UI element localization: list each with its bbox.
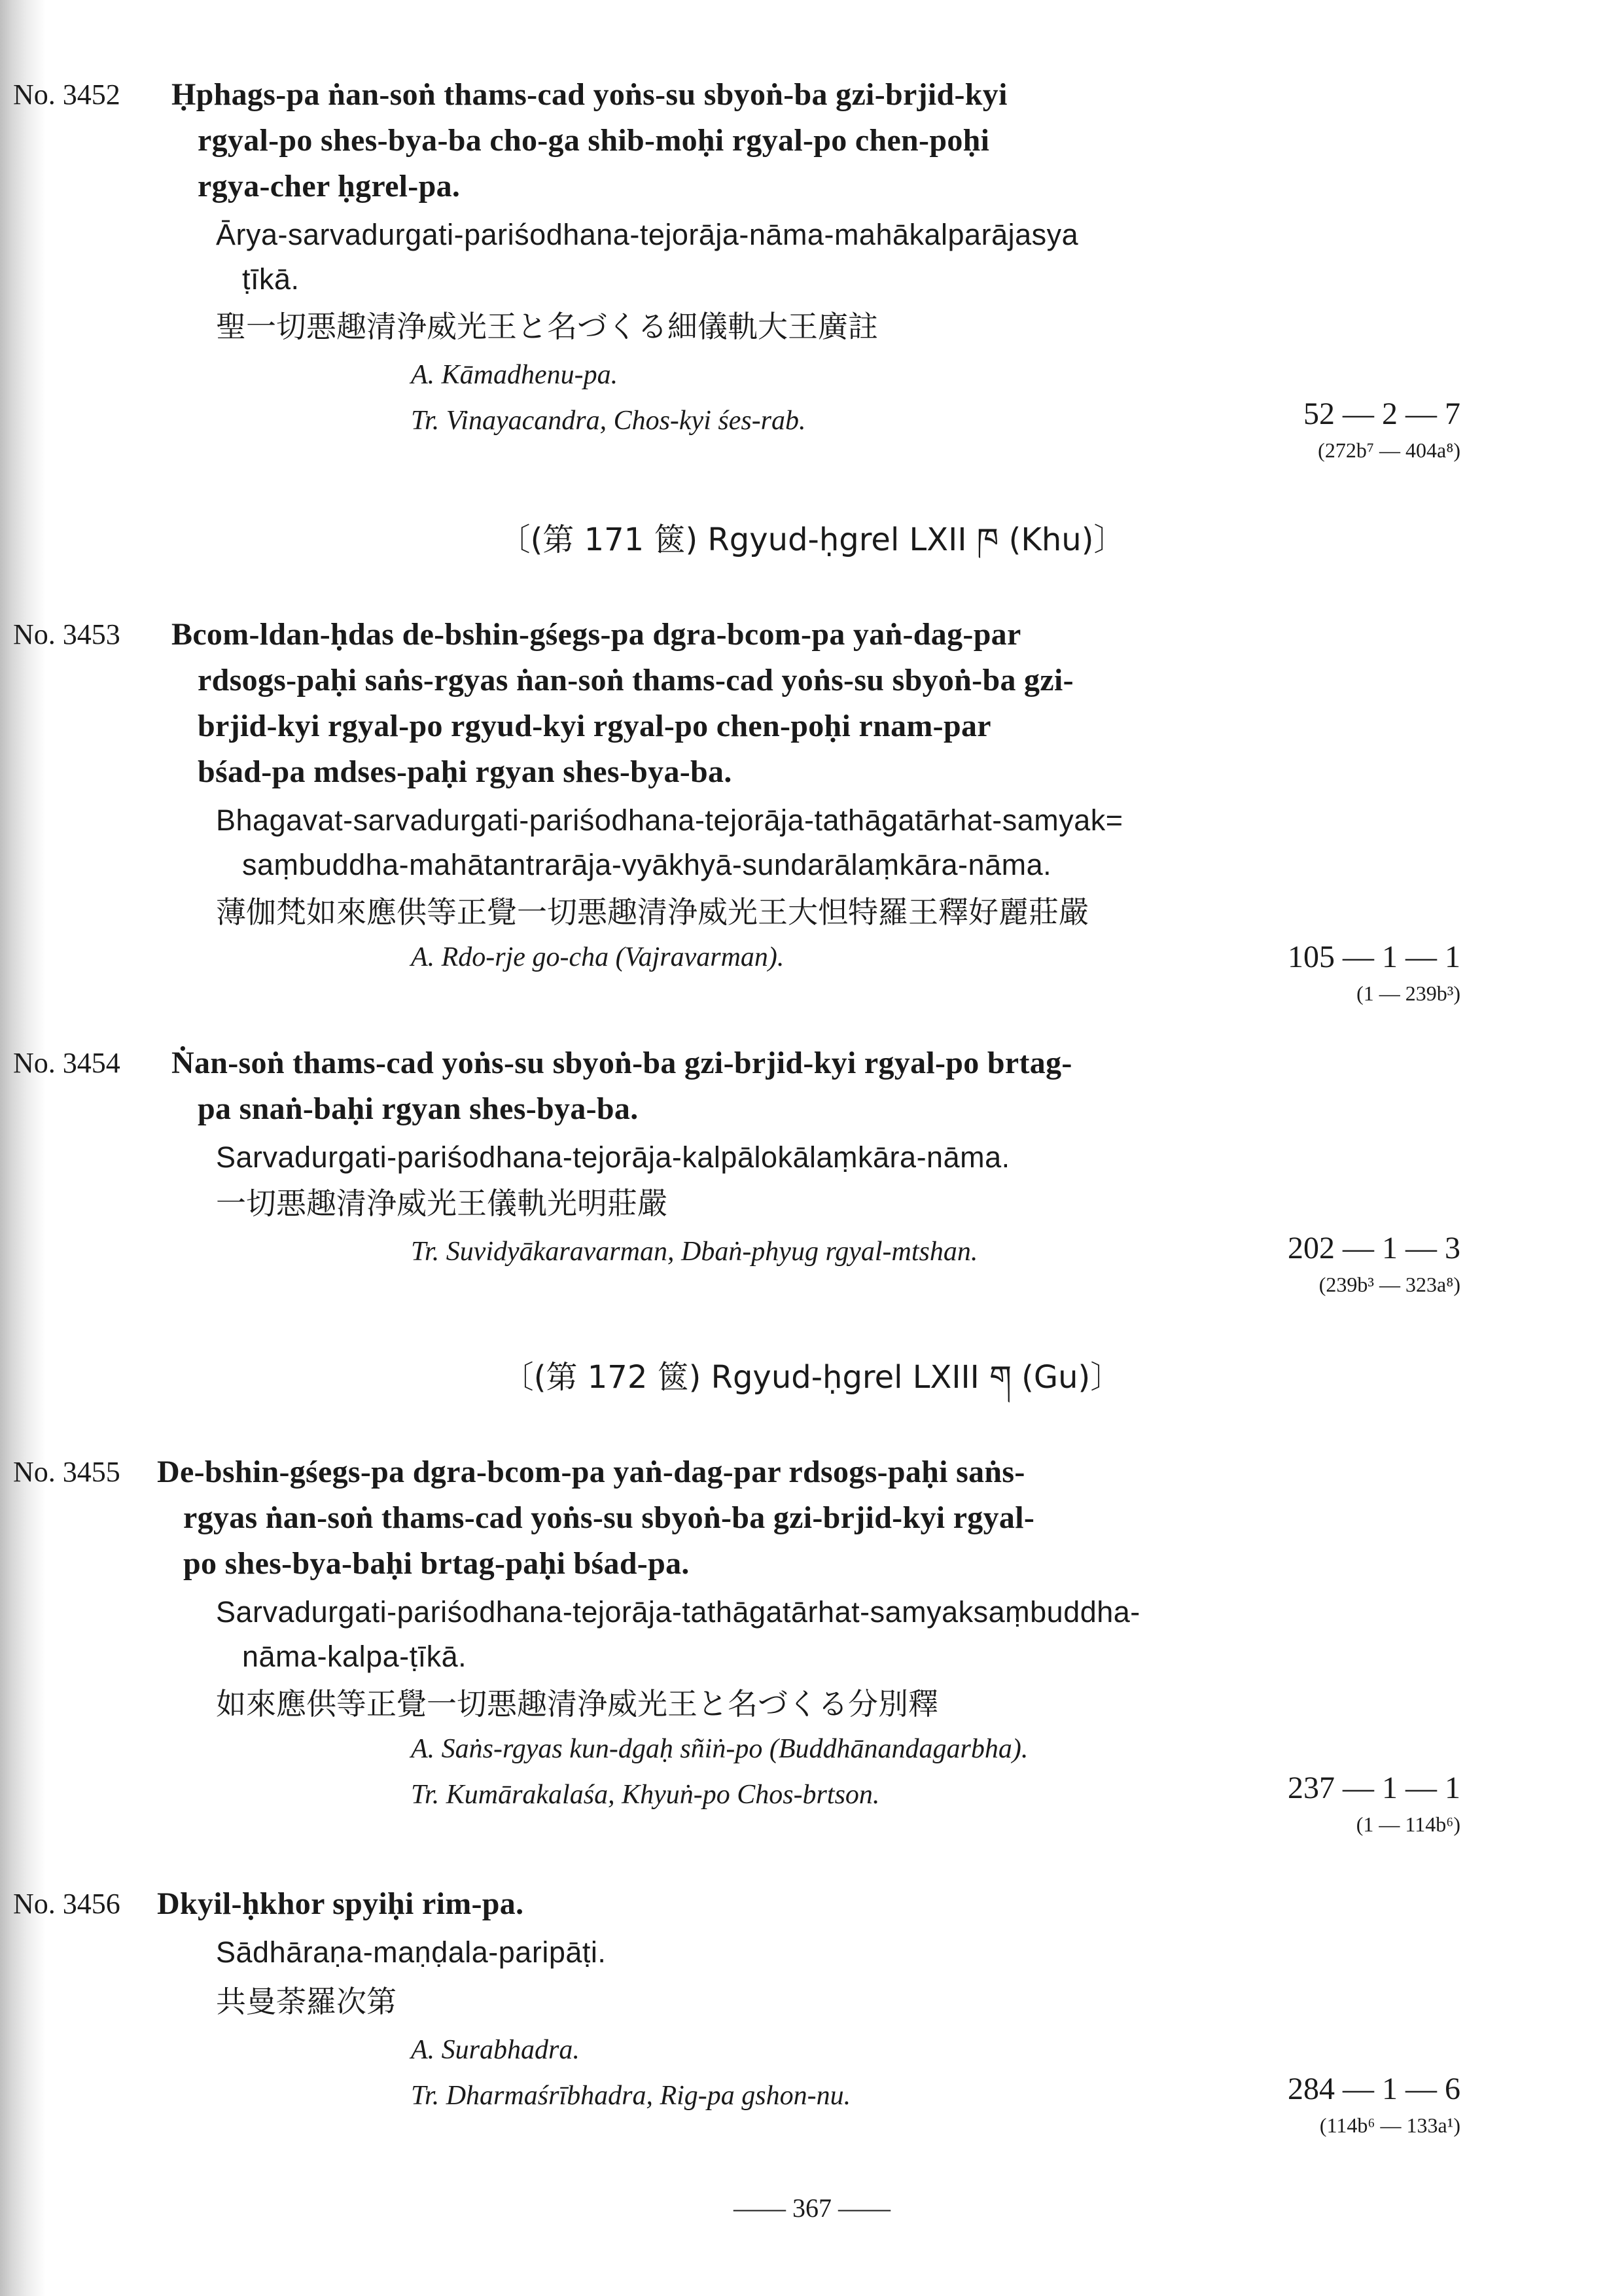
folio-range: (272b⁷ — 404a⁸)	[1318, 438, 1460, 462]
title-line: Dkyil-ḥkhor spyiḥi rim-pa.	[157, 1886, 524, 1921]
author-line: A. Surabhadra.	[411, 2035, 580, 2065]
title-line: rgyal-po shes-bya-ba cho-ga shib-moḥi rgyal-po chen-poḥi	[198, 123, 990, 158]
tibetan-title	[171, 72, 1284, 209]
section-heading-171	[0, 517, 1624, 563]
sanskrit-title	[216, 1135, 1276, 1180]
sanskrit-title	[216, 213, 1276, 302]
volume-reference: 202 — 1 — 3	[1288, 1231, 1460, 1265]
title-line: bśad-pa mdses-paḥi rgyan shes-bya-ba.	[198, 754, 732, 789]
chinese-title: 聖一切悪趣清浄威光王と名づくる細儀軌大王廣註	[216, 309, 878, 344]
sanskrit-line: nāma-kalpa-ṭīkā.	[242, 1640, 467, 1673]
page-number: —— 367 ——	[733, 2193, 891, 2223]
tibetan-title	[157, 1881, 1269, 1927]
volume-reference: 237 — 1 — 1	[1288, 1771, 1460, 1805]
tibetan-letter-glyph: ཁ	[976, 521, 999, 558]
title-line: pa snaṅ-baḥi rgyan shes-bya-ba.	[198, 1091, 639, 1126]
entry-number: No. 3454	[13, 1047, 120, 1079]
scan-shadow-edge	[0, 0, 46, 2296]
volume-reference: 284 — 1 — 6	[1288, 2072, 1460, 2106]
sanskrit-title	[216, 798, 1276, 887]
sanskrit-line: Bhagavat-sarvadurgati-pariśodhana-tejorāja-tathāgatārhat-samyak=	[216, 804, 1123, 837]
author-line: A. Saṅs-rgyas kun-dgaḥ sñiṅ-po (Buddhānandagarbha).	[411, 1734, 1029, 1764]
chinese-title: 共曼荼羅次第	[216, 1984, 397, 2019]
title-line: rdsogs-paḥi saṅs-rgyas ṅan-soṅ thams-cad yoṅs-su sbyoṅ-ba gzi-	[198, 663, 1074, 698]
title-line: Ṅan-soṅ thams-cad yoṅs-su sbyoṅ-ba gzi-brjid-kyi rgyal-po brtag-	[171, 1046, 1072, 1080]
tibetan-title	[171, 612, 1284, 795]
tibetan-title	[171, 1040, 1284, 1132]
section-tail: (Khu)〕	[1008, 521, 1125, 558]
sanskrit-line: ṭīkā.	[242, 262, 300, 296]
entry-number: No. 3455	[13, 1456, 120, 1488]
sanskrit-line: saṃbuddha-mahātantrarāja-vyākhyā-sundarālaṃkāra-nāma.	[242, 848, 1052, 881]
tibetan-title	[157, 1449, 1269, 1587]
sanskrit-title	[216, 1590, 1276, 1679]
title-line: Ḥphags-pa ṅan-soṅ thams-cad yoṅs-su sbyoṅ-ba gzi-brjid-kyi	[171, 77, 1008, 112]
folio-range: (1 — 239b³)	[1356, 981, 1460, 1005]
translator-line: Tr. Suvidyākaravarman, Dbaṅ-phyug rgyal-mtshan.	[411, 1237, 978, 1267]
section-label: 〔(第 172 篋) Rgyud-ḥgrel LXIII	[502, 1359, 980, 1396]
entry-number: No. 3452	[13, 79, 120, 111]
section-label: 〔(第 171 篋) Rgyud-ḥgrel LXII	[499, 521, 967, 558]
title-line: De-bshin-gśegs-pa dgra-bcom-pa yaṅ-dag-par rdsogs-paḥi saṅs-	[157, 1455, 1025, 1489]
title-line: po shes-bya-baḥi brtag-paḥi bśad-pa.	[183, 1546, 690, 1581]
folio-range: (239b³ — 323a⁸)	[1318, 1273, 1460, 1296]
sanskrit-line: Sarvadurgati-pariśodhana-tejorāja-tathāgatārhat-samyaksaṃbuddha-	[216, 1595, 1140, 1629]
title-line: rgya-cher ḥgrel-pa.	[198, 169, 461, 203]
volume-reference: 105 — 1 — 1	[1288, 940, 1460, 974]
sanskrit-line: Ārya-sarvadurgati-pariśodhana-tejorāja-nāma-mahākalparājasya	[216, 218, 1079, 251]
entry-number: No. 3456	[13, 1888, 120, 1920]
translator-line: Tr. Kumārakalaśa, Khyuṅ-po Chos-brtson.	[411, 1780, 880, 1810]
chinese-title: 薄伽梵如來應供等正覺一切悪趣清浄威光王大怛特羅王釋好麗莊嚴	[216, 894, 1089, 930]
sanskrit-title	[216, 1930, 1276, 1975]
section-tail: (Gu)〕	[1021, 1359, 1122, 1396]
folio-range: (114b⁶ — 133a¹)	[1319, 2113, 1460, 2137]
chinese-title: 一切悪趣清浄威光王儀軌光明莊嚴	[216, 1186, 667, 1221]
sanskrit-line: Sarvadurgati-pariśodhana-tejorāja-kalpālokālaṃkāra-nāma.	[216, 1140, 1010, 1174]
author-line: A. Kāmadhenu-pa.	[411, 360, 618, 390]
entry-number: No. 3453	[13, 618, 120, 650]
tibetan-letter-glyph: ག	[989, 1359, 1012, 1396]
title-line: rgyas ṅan-soṅ thams-cad yoṅs-su sbyoṅ-ba gzi-brjid-kyi rgyal-	[183, 1500, 1035, 1535]
translator-line: Tr. Vinayacandra, Chos-kyi śes-rab.	[411, 406, 806, 436]
translator-line: Tr. Dharmaśrībhadra, Rig-pa gshon-nu.	[411, 2081, 851, 2111]
volume-reference: 52 — 2 — 7	[1303, 397, 1460, 431]
title-line: Bcom-ldan-ḥdas de-bshin-gśegs-pa dgra-bcom-pa yaṅ-dag-par	[171, 617, 1021, 652]
author-line: A. Rdo-rje go-cha (Vajravarman).	[411, 942, 785, 972]
folio-range: (1 — 114b⁶)	[1356, 1812, 1460, 1836]
title-line: brjid-kyi rgyal-po rgyud-kyi rgyal-po chen-poḥi rnam-par	[198, 709, 991, 743]
chinese-title: 如來應供等正覺一切悪趣清浄威光王と名づくる分別釋	[216, 1686, 938, 1722]
sanskrit-line: Sādhāraṇa-maṇḍala-paripāṭi.	[216, 1935, 607, 1969]
section-heading-172	[0, 1354, 1624, 1400]
